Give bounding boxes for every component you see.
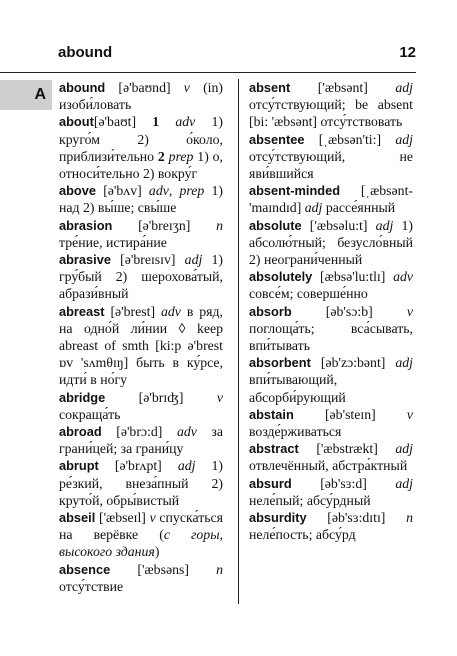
entry-text: [ə'brʌpt] <box>98 458 178 474</box>
part-of-speech: adv <box>176 424 197 440</box>
part-of-speech: adj <box>395 80 413 95</box>
entry-text <box>159 114 175 129</box>
entry-headword: about <box>59 114 94 130</box>
entry-text: ['æbsəns] <box>110 561 217 577</box>
entry-text: [əb'steɪn] <box>293 406 407 422</box>
part-of-speech: adj <box>184 252 203 268</box>
entry-headword: absorbent <box>249 355 311 371</box>
entry-headword: abroad <box>59 424 102 440</box>
dictionary-column-right <box>249 79 413 543</box>
part-of-speech: n <box>406 510 413 526</box>
sense-number: 1 <box>152 114 160 130</box>
part-of-speech: adj <box>304 200 323 216</box>
dictionary-entry <box>249 509 413 543</box>
part-of-speech: adv <box>393 269 413 285</box>
entry-text: отсу́тствие <box>59 578 124 594</box>
entry-text: [əb'sɔ:b] <box>291 303 407 319</box>
entry-text: 1) о, относи́тельно 2) вокру́г <box>59 148 223 182</box>
entry-text: [ə'bʌv] <box>96 183 149 199</box>
dictionary-entry <box>249 475 413 509</box>
entry-text: [æbsə'lu:tlɪ] <box>312 269 394 285</box>
part-of-speech: adj <box>177 458 196 474</box>
dictionary-entry <box>59 423 223 457</box>
entry-text: 1) круго́м 2) о́коло, приблизи́тельно <box>59 114 223 164</box>
dictionary-entry <box>59 113 223 182</box>
entry-text: [ˌæbsən'ti:] <box>304 131 396 147</box>
entry-text: тре́ние, истира́ние <box>59 234 167 250</box>
column-divider <box>238 79 239 604</box>
dictionary-entry <box>249 182 413 216</box>
entry-headword: abseil <box>59 510 96 526</box>
part-of-speech: v <box>406 406 413 422</box>
dictionary-entry <box>59 303 223 389</box>
dictionary-entry <box>59 457 223 509</box>
entry-text: ['æbstrækt] <box>298 441 396 457</box>
entry-text: отвлечённый, абстра́ктный <box>249 458 408 474</box>
entry-text: рассе́янный <box>322 200 396 216</box>
entry-headword: absolute <box>249 217 302 233</box>
entry-headword: abstract <box>249 441 299 457</box>
entry-text: отсу́тствующий; be absent [bi: 'æbsənt] отсу́тствовать <box>249 97 413 130</box>
entry-headword: above <box>59 183 96 199</box>
entry-headword: abrasion <box>59 217 113 233</box>
entry-text: [ə'brɔ:d] <box>101 424 177 440</box>
entry-headword: absent-minded <box>249 183 341 199</box>
entry-text: сокраща́ть <box>59 406 121 422</box>
part-of-speech: adv <box>175 114 196 130</box>
part-of-speech: adj <box>395 441 413 457</box>
entry-text: [ˌæbsənt-'maɪndɪd] <box>249 183 413 216</box>
part-of-speech: prep <box>168 148 194 164</box>
usage-note: с горы, высокого здания <box>59 527 223 560</box>
part-of-speech: adj <box>375 217 394 233</box>
letter-thumb-tab <box>0 80 52 110</box>
dictionary-entry <box>59 509 223 561</box>
entry-text: отсу́тствующий, не яви́вшийся <box>249 148 413 182</box>
part-of-speech: prep <box>179 183 205 199</box>
dictionary-entry <box>59 217 223 251</box>
letter-tab-label: A <box>34 86 46 103</box>
entry-headword: abrupt <box>59 458 99 474</box>
entry-text: неле́пый; абсу́рдный <box>249 492 371 508</box>
entry-text: в ряд, на одно́й ли́нии ◊ keep abreast of smth [ki:p ə'brest ɒv 'sʌmθɪŋ] быть в ку́рсе, идти́ в но́гу <box>59 303 223 388</box>
entry-text: 1) ре́зкий, внеза́пный 2) круто́й, обры́вистый <box>59 458 223 508</box>
entry-text: поглоща́ть; вса́сывать, впи́тывать <box>249 320 413 354</box>
entry-headword: absurd <box>249 475 292 491</box>
dictionary-entry <box>59 561 223 595</box>
part-of-speech: v <box>183 80 190 95</box>
part-of-speech: adv <box>161 303 181 319</box>
entry-text: спуска́ться на верёвке ( <box>59 510 224 543</box>
entry-text: ['æbseɪl] <box>95 510 150 526</box>
page-number: 12 <box>399 44 416 61</box>
entry-text: [əb'zɔ:bənt] <box>310 355 396 371</box>
entry-text: совсе́м; соверше́нно <box>249 286 368 302</box>
dictionary-entry <box>59 79 223 113</box>
entry-text: ['æbsənt] <box>290 80 396 95</box>
entry-headword: abreast <box>59 303 105 319</box>
part-of-speech: v <box>216 389 223 405</box>
sense-number: 2 <box>157 148 165 164</box>
entry-headword: abstain <box>249 406 294 422</box>
dictionary-entry <box>249 354 413 406</box>
entry-text: впи́тывающий, абсорби́рующий <box>249 372 346 405</box>
entry-headword: absent <box>249 80 291 95</box>
entry-headword: absolutely <box>249 269 313 285</box>
entry-headword: abrasive <box>59 252 111 268</box>
entry-text: ) <box>154 544 160 560</box>
part-of-speech: adv <box>148 183 169 199</box>
dictionary-entry <box>249 303 413 355</box>
entry-text: [ə'breɪʒn] <box>112 217 217 233</box>
entry-text: 1) над 2) вы́ше; свы́ше <box>59 183 223 216</box>
dictionary-column-left <box>59 79 223 595</box>
dictionary-entry <box>249 406 413 440</box>
part-of-speech: v <box>149 510 156 526</box>
dictionary-entry <box>249 440 413 474</box>
dictionary-entry <box>59 251 223 303</box>
entry-headword: absence <box>59 561 111 577</box>
entry-text: , <box>168 183 180 199</box>
entry-text: (in) изоби́ловать <box>59 80 223 113</box>
entry-text: 1) гру́бый 2) шерохова́тый, абрази́вный <box>59 252 223 302</box>
entry-text: ['æbsəlu:t] <box>301 217 376 233</box>
part-of-speech: adj <box>395 131 413 147</box>
dictionary-entry <box>249 79 413 131</box>
header-rule <box>0 72 416 73</box>
entry-text: [ə'brɪʤ] <box>105 389 217 405</box>
entry-text: возде́рживаться <box>249 424 342 440</box>
part-of-speech: n <box>216 217 223 233</box>
entry-text: [əb'sɜ:d] <box>291 475 396 491</box>
entry-text: [əb'sɜ:dɪtɪ] <box>306 510 407 526</box>
entry-headword: abound <box>59 80 106 95</box>
entry-headword: absentee <box>249 131 305 147</box>
entry-text: [ə'brest] <box>104 303 161 319</box>
dictionary-entry <box>59 182 223 216</box>
dictionary-entry <box>249 268 413 302</box>
entry-text: [ə'baʊnd] <box>105 80 184 95</box>
part-of-speech: adj <box>395 355 413 371</box>
header-guide-word: abound <box>58 44 113 61</box>
entry-text: за грани́цей; за грани́цу <box>59 424 223 457</box>
dictionary-entry <box>59 389 223 423</box>
dictionary-entry <box>249 217 413 269</box>
part-of-speech: n <box>216 561 223 577</box>
entry-text: [ə'baʊt] <box>93 114 153 130</box>
entry-headword: absorb <box>249 303 292 319</box>
running-header <box>58 44 416 66</box>
part-of-speech: adj <box>395 475 413 491</box>
entry-headword: absurdity <box>249 510 307 526</box>
entry-text: [ə'breɪsɪv] <box>110 252 185 268</box>
entry-text: неле́пость; абсу́рд <box>249 527 356 543</box>
dictionary-entry <box>249 131 413 183</box>
entry-text: 1) абсолю́тный; безусло́вный 2) неограни́ченный <box>249 217 413 268</box>
entry-headword: abridge <box>59 389 106 405</box>
part-of-speech: v <box>406 303 413 319</box>
